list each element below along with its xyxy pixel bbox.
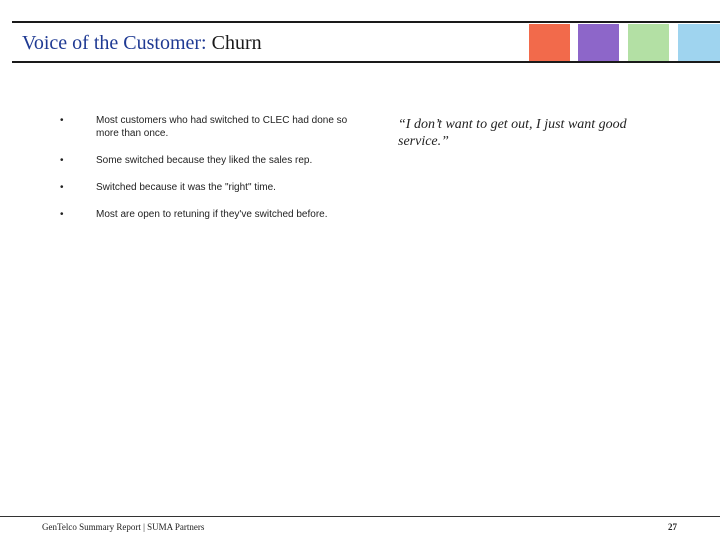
footer-rule — [0, 516, 720, 517]
bullet-text: Most are open to retuning if they've switched before. — [96, 209, 328, 220]
bullet-marker: • — [60, 155, 64, 166]
title-colored: Voice of the Customer: — [22, 32, 207, 54]
title-rule — [12, 61, 720, 63]
bullet-list — [60, 114, 360, 235]
bullet-item — [60, 154, 360, 167]
color-block-orange — [529, 24, 570, 61]
customer-quote: “I don’t want to get out, I just want good service.” — [398, 117, 627, 149]
bullet-text: Switched because it was the "right" time. — [96, 182, 276, 193]
footer-source: GenTelco Summary Report | SUMA Partners — [42, 522, 205, 532]
bullet-item — [60, 208, 360, 221]
page-title — [22, 32, 262, 55]
bullet-text: Some switched because they liked the sales rep. — [96, 155, 313, 166]
bullet-item — [60, 114, 360, 140]
bullet-item — [60, 181, 360, 194]
top-rule — [12, 21, 720, 23]
bullet-text: Most customers who had switched to CLEC had done so more than once. — [96, 115, 348, 139]
color-block-green — [628, 24, 669, 61]
bullet-marker: • — [60, 182, 64, 193]
bullet-marker: • — [60, 115, 64, 126]
page-number: 27 — [668, 522, 677, 532]
color-block-purple — [578, 24, 619, 61]
color-block-blue — [678, 24, 720, 61]
bullet-marker: • — [60, 209, 64, 220]
title-rest: Churn — [206, 32, 262, 54]
